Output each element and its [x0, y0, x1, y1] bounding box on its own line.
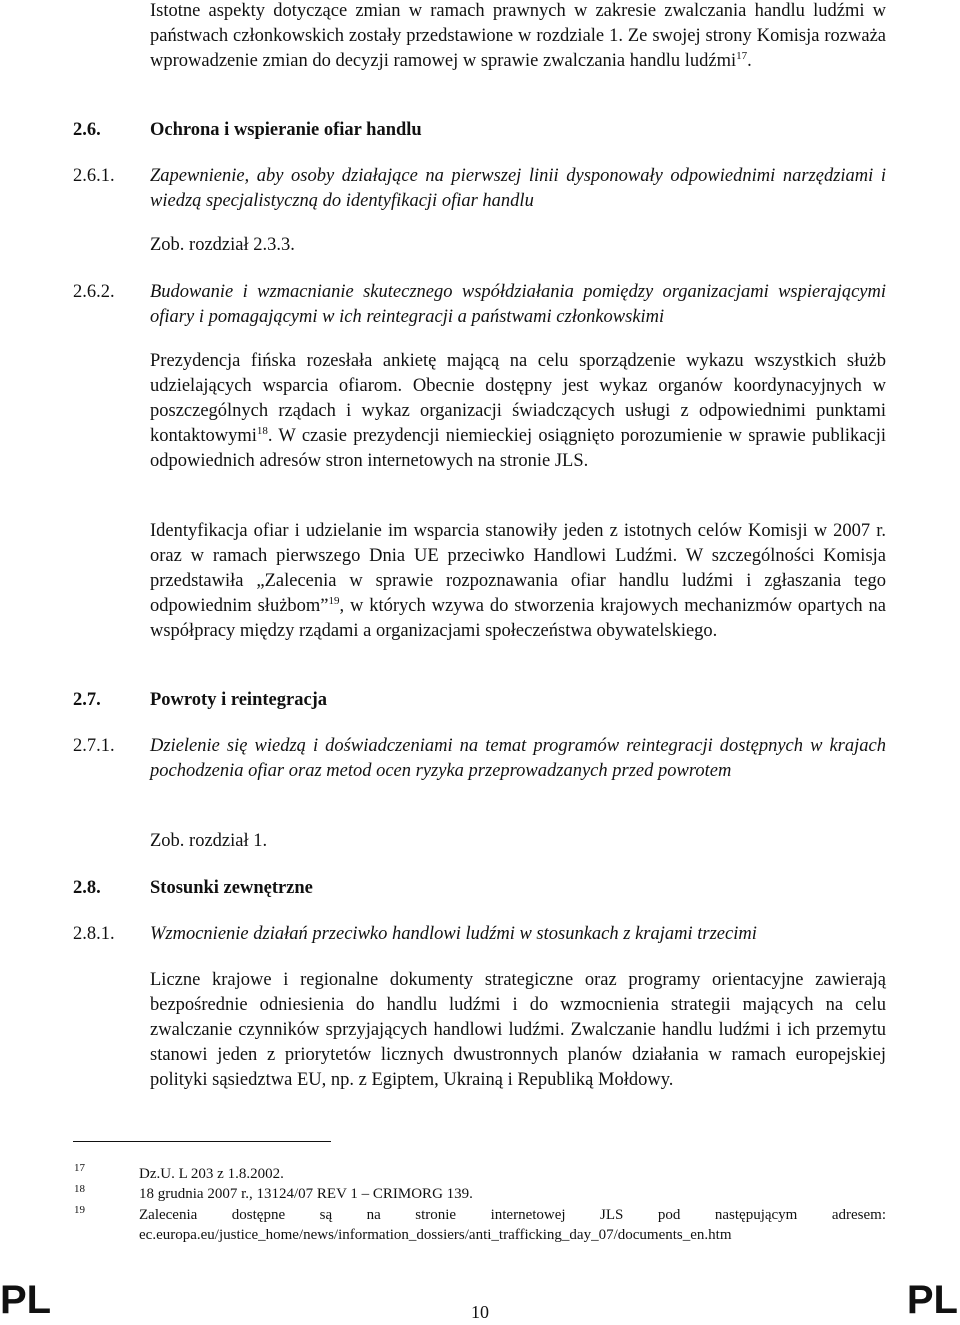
footnote-18-text: 18 grudnia 2007 r., 13124/07 REV 1 – CRIMORG 139. [139, 1186, 473, 1202]
section-2-6-2-paragraph-1: Prezydencja fińska rozesłała ankietę mającą na celu sporządzenie wykazu wszystkich służb udzielających wsparcia ofiarom. Obecnie dostępny jest wykaz organów koordynacyjnych w poszczególnych rządach i wykaz organizacji świadczących usługi z odpowiednimi punktami kontaktowymi$^{18}$. W czasie prezydencji niemieckiej osiągnięto porozumienie w sprawie publikacji odpowiednich adresów stron internetowych na stronie JLS. [150, 351, 886, 471]
section-2-8-1-body: Liczne krajowe i regionalne dokumenty strategiczne oraz programy orientacyjne zawierają bezpośrednie odniesienia do handlu ludźmi i do wzmocnienia strategii mających na celu zwalczanie czynników sprzyjających handlowi ludźmi. Zwalczanie handlu ludźmi i ich przemytu stanowi jeden z priorytetów licznych dwustronnych planów działania w ramach europejskiej polityki sąsiedztwa EU, np. z Egiptem, Ukrainą i Republiką Mołdowy. [150, 970, 886, 1090]
section-2-6-2-paragraph-2: Identyfikacja ofiar i udzielanie im wsparcia stanowiły jeden z istotnych celów Komisji w 2007 r. oraz w ramach pierwszego Dnia UE przeciwko Handlowi Ludźmi. W szczególności Komisja przedstawiła „Zalecenia w sprawie rozpoznawania ofiar handlu ludźmi i zgłaszania tego odpowiednim służbom”$^{19}$, w których wzywa do stworzenia krajowych mechanizmów opartych na współpracy między rządami a organizacjami społeczeństwa obywatelskiego. [150, 521, 886, 641]
footnote-ref-17[interactable]: 17 [736, 49, 748, 62]
section-2-7-1-number: 2.7.1. [73, 736, 115, 756]
section-2-6-2-number: 2.6.2. [73, 282, 115, 302]
section-2-7-1-reference: Zob. rozdział 1. [150, 831, 268, 851]
section-2-6-title: Ochrona i wspieranie ofiar handlu [150, 120, 422, 140]
page-number: 10 [471, 1302, 489, 1322]
section-2-6-2-title: Budowanie i wzmacnianie skutecznego współdziałania pomiędzy organizacjami wspierającymi ofiary i pomagającymi w ich reintegracji a państwami członkowskimi [150, 282, 886, 327]
footnote-ref-19[interactable]: 19 [328, 594, 340, 607]
intro-paragraph: Istotne aspekty dotyczące zmian w ramach prawnych w zakresie zwalczania handlu ludźmi w państwach członkowskich zostały przedstawione w rozdziale 1. Ze swojej strony Komisja rozważa wprowadzenie zmian do decyzji ramowej w sprawie zwalczania handlu ludźmi$^{17}$. [150, 1, 886, 71]
section-2-6-1-title: Zapewnienie, aby osoby działające na pierwszej linii dysponowały odpowiednimi narzędziami i wiedzą specjalistyczną do identyfikacji ofiar handlu [150, 166, 886, 211]
language-label-left: PL [0, 1278, 52, 1322]
section-2-7-title: Powroty i reintegracja [150, 690, 328, 710]
section-2-8-title: Stosunki zewnętrzne [150, 878, 313, 898]
footnote-ref-18[interactable]: 18 [256, 424, 268, 437]
section-2-8-number: 2.8. [73, 878, 101, 898]
footnote-19-number: 19 [74, 1204, 85, 1216]
section-2-7-1-title: Dzielenie się wiedzą i doświadczeniami na temat programów reintegracji dostępnych w krajach pochodzenia ofiar oraz metod ocen ryzyka przeprowadzanych przed powrotem [150, 736, 886, 781]
footnote-17-number: 17 [74, 1162, 85, 1174]
section-2-6-1-number: 2.6.1. [73, 166, 115, 186]
section-2-6-number: 2.6. [73, 120, 101, 140]
section-2-8-1-title: Wzmocnienie działań przeciwko handlowi ludźmi w stosunkach z krajami trzecimi [150, 924, 757, 944]
section-2-8-1-number: 2.8.1. [73, 924, 115, 944]
language-label-right: PL [906, 1278, 958, 1322]
footnote-19-text: Zalecenia dostępne są na stronie internetowej JLS pod następującym adresem: ec.europa.eu/justice_home/news/information_dossiers/anti_trafficking_day_07/documents_en.htm [139, 1207, 886, 1243]
footnote-18-number: 18 [74, 1183, 85, 1195]
section-2-7-number: 2.7. [73, 690, 101, 710]
footnote-17-text: Dz.U. L 203 z 1.8.2002. [139, 1166, 284, 1182]
footnote-separator [73, 1141, 331, 1142]
section-2-6-1-reference: Zob. rozdział 2.3.3. [150, 235, 295, 255]
intro-text: Istotne aspekty dotyczące zmian w ramach prawnych w zakresie zwalczania handlu ludźmi w państwach członkowskich zostały przedstawione w rozdziale 1. Ze swojej strony Komisja rozważa wprowadzenie zmian do decyzji ramowej w sprawie zwalczania handlu ludźmi [150, 1, 886, 71]
